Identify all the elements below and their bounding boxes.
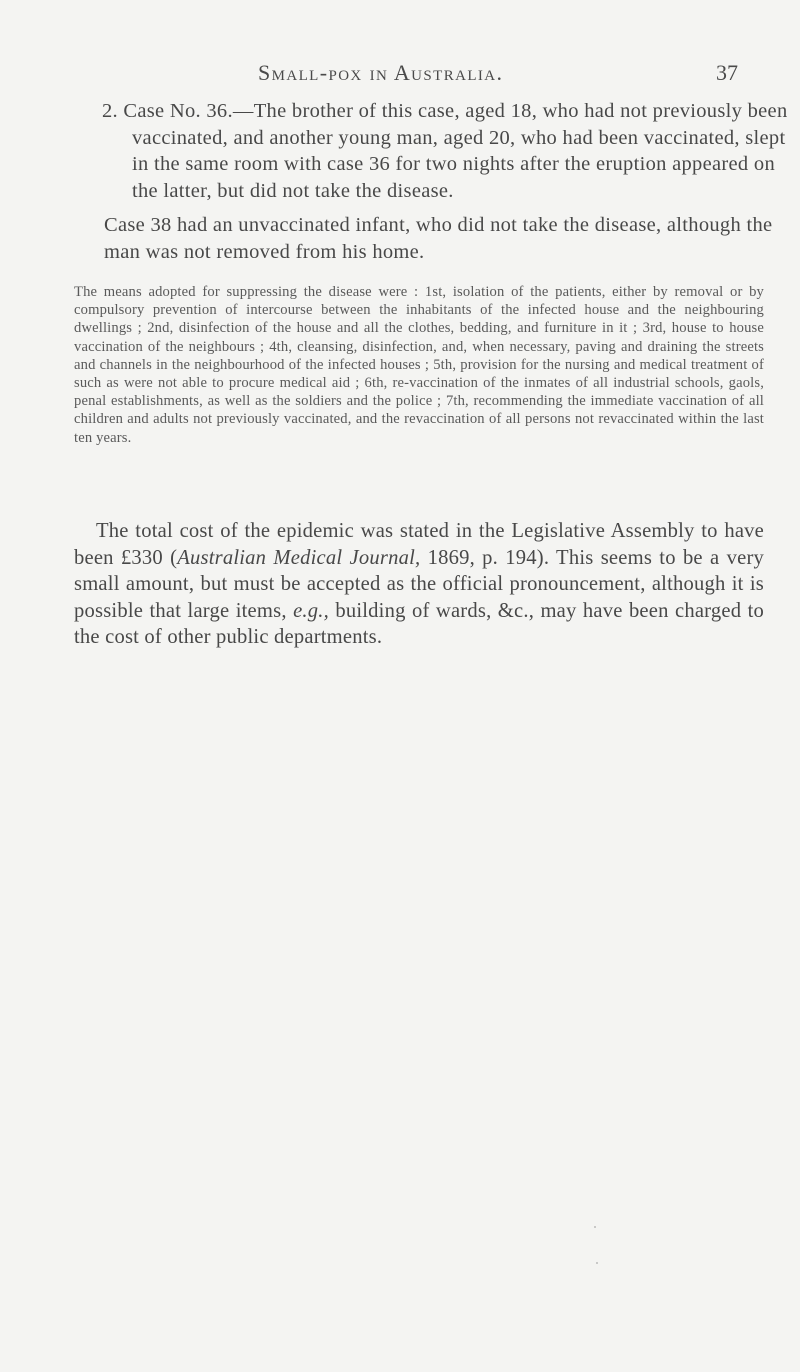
suppression-measures-note: The means adopted for suppressing the disease were : 1st, isolation of the patients, either by removal or by compulsory prevention of intercourse between the inhabitants of the infected house and the neighbouring dwellings ; 2nd, disinfection of the house and all the clothes, bedding, and furniture in it ; 3rd, house to house vaccination of the neighbours ; 4th, cleansing, disinfection, and, when necessary, paving and draining the streets and channels in the neighbourhood of the infected houses ; 5th, provision for the nursing and medical treatment of such as were not able to procure medical aid ; 6th, re-vaccination of the inmates of all industrial schools, gaols, penal establishments, as well as the soldiers and the police ; 7th, recommending the immediate vaccination of all children and adults not previously vaccinated, and the revaccination of all persons not revaccinated within the last ten years. xyxy=(74,284,764,446)
paper-speck xyxy=(594,1226,596,1228)
cost-text-part2: 1869, p. 194). This seems to be a very small amount, but must be accepted as the official pronouncement, although it is possible that large items, xyxy=(74,546,764,622)
case-38-paragraph: Case 38 had an unvaccinated infant, who did not take the disease, although the man was not removed from his home. xyxy=(104,214,773,263)
cost-text-part3: building of wards, &c., may have been charged to the cost of other public departments. xyxy=(74,599,764,649)
cost-text-part1: The total cost of the epidemic was stated in the Legislative Assembly to have been £330 ( xyxy=(74,520,764,569)
epidemic-cost-paragraph xyxy=(74,518,764,651)
page-number: 37 xyxy=(716,60,738,85)
case-36-paragraph: 2. Case No. 36.—The brother of this case, aged 18, who had not previously been vaccinated, and another young man, aged 20, who had been vaccinated, slept in the same room with case 36 for two nights after the eruption appeared on the latter, but did not take the disease. xyxy=(102,100,788,202)
eg-abbreviation: e.g., xyxy=(293,599,329,622)
journal-citation: Australian Medical Journal, xyxy=(177,546,421,569)
running-title: Small-pox in Australia. xyxy=(258,60,504,85)
paper-speck xyxy=(596,1262,598,1264)
